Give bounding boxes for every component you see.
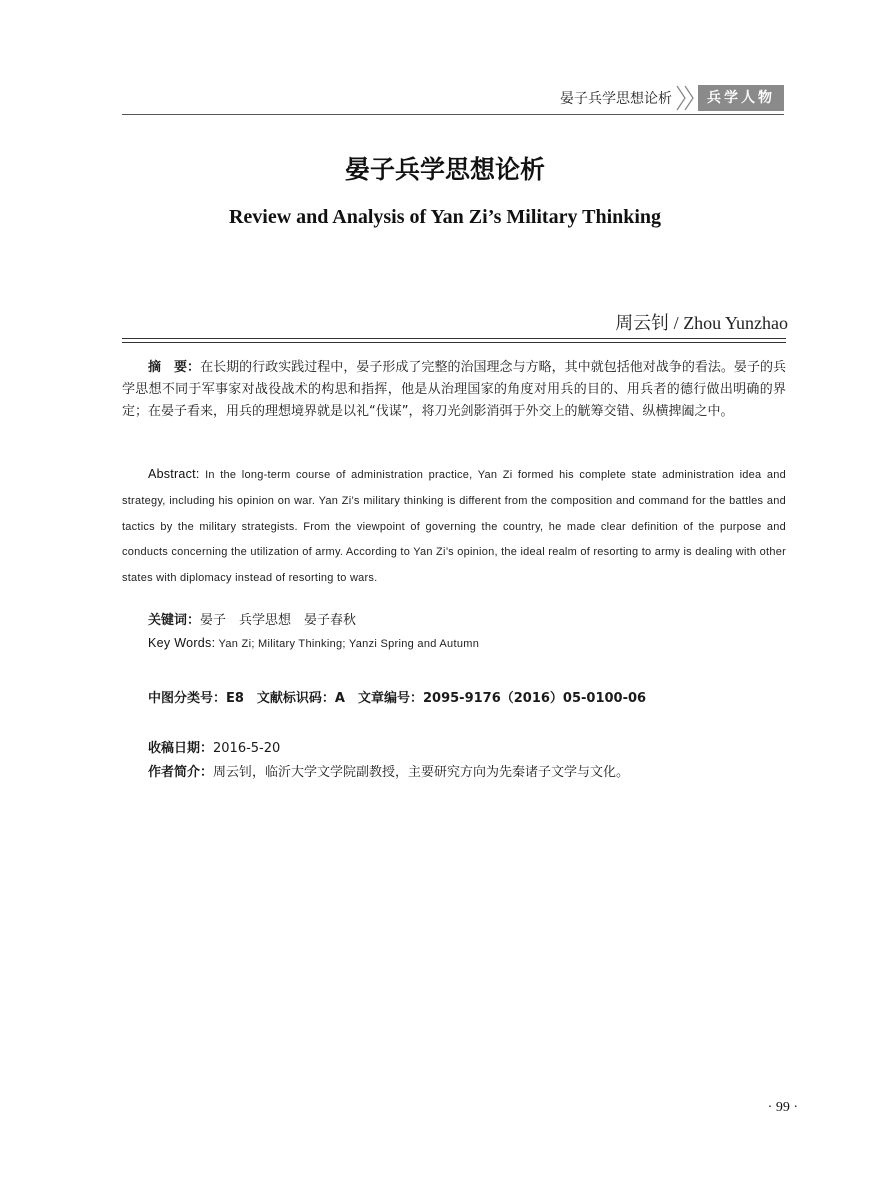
keywords-chinese [122,610,786,632]
author-bio [122,762,786,784]
author-bio-label: 作者简介： [148,765,214,780]
received-date-label: 收稿日期： [148,741,214,756]
abstract-english-label: Abstract: [148,467,200,481]
section-tab: 兵学人物 [698,85,784,111]
author-rule-top [122,338,786,339]
running-header-title: 晏子兵学思想论析 [560,91,672,107]
keywords-english [122,636,786,650]
abstract-chinese [122,357,786,423]
classification-line: 中图分类号：E8 文献标识码：A 文章编号：2095-9176（2016）05-0100-06 [148,691,647,706]
received-date [122,738,786,760]
abstract-english [122,462,786,592]
keywords-chinese-text: 晏子 兵学思想 晏子春秋 [200,613,357,628]
abstract-chinese-text: 在长期的行政实践过程中，晏子形成了完整的治国理念与方略，其中就包括他对战争的看法。晏子的兵学思想不同于军事家对战役战术的构思和指挥，他是从治理国家的角度对用兵的目的、用兵者的德行做出明确的界定；在晏子看来，用兵的理想境界就是以礼“伐谋”，将刀光剑影消弭于外交上的觥筹交错、纵横捭阖之中。 [122,360,786,419]
keywords-chinese-label: 关键词： [148,613,201,628]
keywords-english-text: Yan Zi; Military Thinking; Yanzi Spring and Autumn [218,638,480,650]
received-date-value: 2016-5-20 [213,741,281,756]
running-header [122,84,784,112]
double-chevron-icon [674,84,698,112]
author-bio-text: 周云钊，临沂大学文学院副教授，主要研究方向为先秦诸子文学与文化。 [213,765,630,780]
article-title-english: Review and Analysis of Yan Zi’s Military Thinking [228,206,662,228]
keywords-english-label: Key Words: [148,636,216,650]
author-rule-bottom [122,342,786,343]
abstract-chinese-label: 摘 要： [148,360,201,375]
abstract-english-text: In the long-term course of administration practice, Yan Zi formed his complete state administration idea and strategy, including his opinion on war. Yan Zi’s military thinking is different from the composition and command for the battles and tactics by the military strategists. From the viewpoint of governing the country, he made clear definition of the purpose and conducts concerning the utilization of army. According to Yan Zi’s opinion, the ideal realm of resorting to army is dealing with other states with diplomacy instead of resorting to wars. [122,469,786,585]
header-rule [122,114,784,115]
page-number: · 99 · [767,1100,798,1115]
author-line: 周云钊 / Zhou Yunzhao [615,313,788,333]
article-title-chinese: 晏子兵学思想论析 [344,155,545,184]
